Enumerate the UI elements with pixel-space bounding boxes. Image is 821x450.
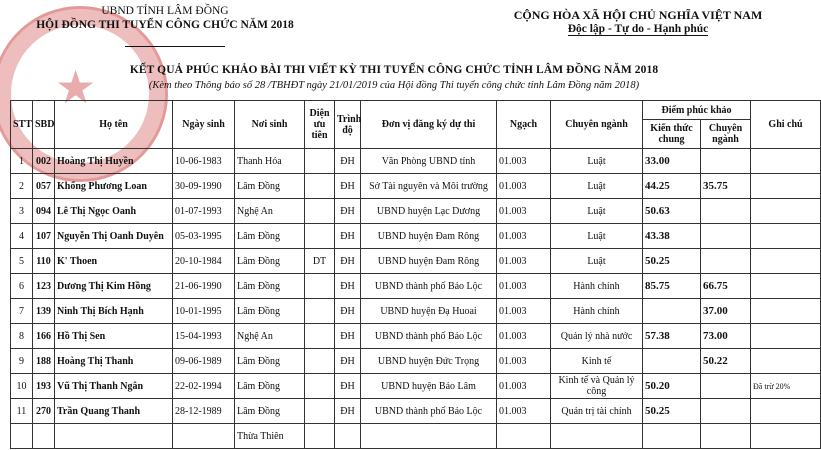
cell-grade: 01.003 [497,224,551,249]
cell-specialized [701,424,751,449]
cell-grade: 01.003 [497,374,551,399]
cell-major: Kinh tế và Quản lý công [551,374,643,399]
cell-stt: 6 [11,274,33,299]
cell-dob: 10-01-1995 [173,299,235,324]
cell-level: ĐH [335,274,361,299]
cell-note [751,399,821,424]
cell-unit: Sở Tài nguyên và Môi trường [361,174,497,199]
cell-priority [305,424,335,449]
cell-priority [305,374,335,399]
cell-major: Luật [551,199,643,224]
table-row [11,299,821,324]
cell-birthplace: Lâm Đồng [235,399,305,424]
cell-general: 50.25 [643,399,701,424]
cell-grade: 01.003 [497,149,551,174]
cell-specialized: 73.00 [701,324,751,349]
col-dob: Ngày sinh [173,101,235,149]
cell-note [751,249,821,274]
cell-unit: Văn Phòng UBND tỉnh [361,149,497,174]
cell-level: ĐH [335,249,361,274]
cell-priority [305,399,335,424]
cell-dob: 01-07-1993 [173,199,235,224]
cell-dob [173,424,235,449]
col-review-scores: Điểm phúc khảo [643,101,751,120]
cell-general: 50.63 [643,199,701,224]
cell-priority [305,174,335,199]
cell-major: Hành chính [551,299,643,324]
cell-grade: 01.003 [497,249,551,274]
document-title: KẾT QUẢ PHÚC KHẢO BÀI THI VIẾT KỲ THI TUYỂN CÔNG CHỨC TỈNH LÂM ĐỒNG NĂM 2018 [129,64,659,76]
col-level: Trình độ [335,101,361,149]
cell-dob: 22-02-1994 [173,374,235,399]
cell-name: Lê Thị Ngọc Oanh [55,199,173,224]
cell-level: ĐH [335,399,361,424]
cell-birthplace: Lâm Đồng [235,349,305,374]
header-divider [125,46,225,47]
cell-sbd: 002 [33,149,55,174]
cell-specialized [701,149,751,174]
table-row [11,349,821,374]
cell-stt: 5 [11,249,33,274]
cell-unit: UBND thành phố Bảo Lộc [361,399,497,424]
cell-birthplace: Lâm Đồng [235,374,305,399]
cell-level: ĐH [335,349,361,374]
cell-unit: UBND huyện Đam Rông [361,224,497,249]
cell-sbd [33,424,55,449]
cell-birthplace: Lâm Đồng [235,299,305,324]
cell-priority [305,349,335,374]
cell-grade: 01.003 [497,399,551,424]
cell-level: ĐH [335,324,361,349]
cell-specialized: 66.75 [701,274,751,299]
cell-stt: 10 [11,374,33,399]
col-major: Chuyên ngành [551,101,643,149]
cell-dob: 05-03-1995 [173,224,235,249]
star-icon: ★ [55,62,97,113]
cell-major: Kinh tế [551,349,643,374]
cell-level: ĐH [335,149,361,174]
cell-note: Đã trừ 20% [751,374,821,399]
col-unit: Đơn vị đăng ký dự thi [361,101,497,149]
col-specialized: Chuyên ngành [701,120,751,149]
cell-priority [305,199,335,224]
cell-unit: UBND huyện Lạc Dương [361,199,497,224]
cell-specialized [701,249,751,274]
cell-unit: UBND huyện Đạ Huoai [361,299,497,324]
cell-birthplace: Nghệ An [235,324,305,349]
cell-sbd: 270 [33,399,55,424]
cell-sbd: 166 [33,324,55,349]
cell-general: 43.38 [643,224,701,249]
cell-priority [305,274,335,299]
cell-general: 33.00 [643,149,701,174]
cell-birthplace: Lâm Đồng [235,174,305,199]
cell-dob: 15-04-1993 [173,324,235,349]
cell-sbd: 123 [33,274,55,299]
col-stt: STT [11,101,33,149]
results-table [10,100,821,449]
cell-specialized [701,224,751,249]
agency-name: UBND TỈNH LÂM ĐỒNG [101,5,229,17]
cell-major: Luật [551,149,643,174]
header-right [488,8,788,36]
cell-name [55,424,173,449]
cell-name: K' Thoen [55,249,173,274]
cell-grade: 01.003 [497,274,551,299]
cell-grade: 01.003 [497,174,551,199]
cell-major: Luật [551,174,643,199]
cell-unit: UBND huyện Bảo Lâm [361,374,497,399]
cell-general: 57.38 [643,324,701,349]
cell-unit: UBND huyện Đức Trọng [361,349,497,374]
cell-sbd: 139 [33,299,55,324]
cell-dob: 28-12-1989 [173,399,235,424]
cell-general: 50.20 [643,374,701,399]
cell-name: Dương Thị Kim Hồng [55,274,173,299]
cell-major: Luật [551,249,643,274]
cell-stt [11,424,33,449]
cell-level: ĐH [335,199,361,224]
cell-specialized: 37.00 [701,299,751,324]
col-grade: Ngạch [497,101,551,149]
cell-stt: 1 [11,149,33,174]
cell-general [643,299,701,324]
cell-general [643,424,701,449]
cell-grade: 01.003 [497,324,551,349]
cell-major: Luật [551,224,643,249]
cell-priority [305,149,335,174]
cell-major [551,424,643,449]
cell-note [751,174,821,199]
cell-priority [305,324,335,349]
cell-stt: 7 [11,299,33,324]
cell-sbd: 193 [33,374,55,399]
table-row [11,149,821,174]
cell-note [751,224,821,249]
cell-grade: 01.003 [497,299,551,324]
cell-birthplace: Nghệ An [235,199,305,224]
header-left [0,4,330,32]
cell-name: Trần Quang Thanh [55,399,173,424]
cell-unit [361,424,497,449]
table-row [11,199,821,224]
cell-stt: 9 [11,349,33,374]
cell-stt: 8 [11,324,33,349]
cell-specialized: 35.75 [701,174,751,199]
table-row [11,399,821,424]
cell-sbd: 107 [33,224,55,249]
national-motto: Độc lập - Tự do - Hạnh phúc [567,23,709,35]
cell-unit: UBND thành phố Bảo Lộc [361,324,497,349]
cell-birthplace: Thừa Thiên [235,424,305,449]
table-row [11,224,821,249]
cell-note [751,199,821,224]
col-birthplace: Nơi sinh [235,101,305,149]
cell-birthplace: Lâm Đồng [235,224,305,249]
cell-general: 44.25 [643,174,701,199]
cell-specialized [701,374,751,399]
cell-level [335,424,361,449]
cell-general: 50.25 [643,249,701,274]
cell-dob: 30-09-1990 [173,174,235,199]
cell-note [751,324,821,349]
cell-sbd: 110 [33,249,55,274]
cell-dob: 10-06-1983 [173,149,235,174]
cell-specialized: 50.22 [701,349,751,374]
cell-level: ĐH [335,374,361,399]
cell-birthplace: Lâm Đồng [235,249,305,274]
cell-stt: 4 [11,224,33,249]
cell-name: Khổng Phương Loan [55,174,173,199]
col-sbd: SBD [33,101,55,149]
cell-name: Nguyễn Thị Oanh Duyên [55,224,173,249]
cell-dob: 09-06-1989 [173,349,235,374]
cell-level: ĐH [335,224,361,249]
cell-priority: DT [305,249,335,274]
col-note: Ghi chú [751,101,821,149]
cell-general: 85.75 [643,274,701,299]
document-subtitle: (Kèm theo Thông báo số 28 /TBHĐT ngày 21/01/2019 của Hội đồng Thi tuyển công chức tỉnh Lâm Đồng năm 2018) [148,80,640,91]
council-name: HỘI ĐỒNG THI TUYỂN CÔNG CHỨC NĂM 2018 [36,19,294,31]
cell-sbd: 188 [33,349,55,374]
cell-major: Hành chính [551,274,643,299]
table-row [11,424,821,449]
cell-grade: 01.003 [497,349,551,374]
cell-note [751,349,821,374]
cell-name: Hoàng Thị Huyền [55,149,173,174]
cell-unit: UBND huyện Đam Rông [361,249,497,274]
table-row [11,249,821,274]
cell-name: Hồ Thị Sen [55,324,173,349]
cell-name: Ninh Thị Bích Hạnh [55,299,173,324]
cell-note [751,299,821,324]
col-name: Họ tên [55,101,173,149]
cell-priority [305,299,335,324]
table-row [11,174,821,199]
cell-level: ĐH [335,174,361,199]
cell-major: Quản trị tài chính [551,399,643,424]
cell-priority [305,224,335,249]
cell-stt: 2 [11,174,33,199]
cell-major: Quản lý nhà nước [551,324,643,349]
col-general: Kiến thức chung [643,120,701,149]
table-row [11,274,821,299]
cell-grade [497,424,551,449]
cell-specialized [701,199,751,224]
cell-name: Hoàng Thị Thanh [55,349,173,374]
cell-birthplace: Thanh Hóa [235,149,305,174]
cell-specialized [701,399,751,424]
cell-level: ĐH [335,299,361,324]
cell-note [751,424,821,449]
cell-stt: 11 [11,399,33,424]
cell-sbd: 094 [33,199,55,224]
cell-name: Vũ Thị Thanh Ngân [55,374,173,399]
country-name: CỘNG HÒA XÃ HỘI CHỦ NGHĨA VIỆT NAM [513,8,763,22]
cell-stt: 3 [11,199,33,224]
cell-note [751,149,821,174]
table-row [11,324,821,349]
cell-birthplace: Lâm Đồng [235,274,305,299]
col-priority: Diện ưu tiên [305,101,335,149]
cell-grade: 01.003 [497,199,551,224]
cell-general [643,349,701,374]
cell-sbd: 057 [33,174,55,199]
cell-dob: 20-10-1984 [173,249,235,274]
table-row [11,374,821,399]
cell-dob: 21-06-1990 [173,274,235,299]
cell-note [751,274,821,299]
cell-unit: UBND thành phố Bảo Lộc [361,274,497,299]
